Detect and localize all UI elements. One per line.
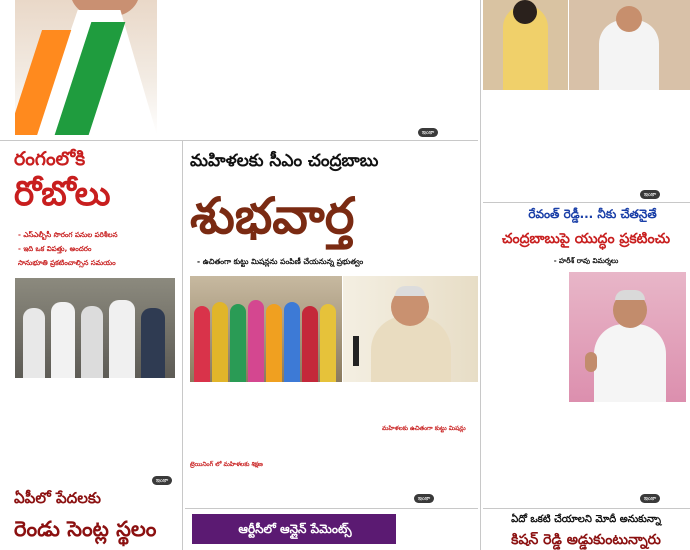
read-more-button[interactable]: ఇంకా: [640, 190, 660, 199]
revanth-deck: - హరీశ్ రావు విమర్శలు: [553, 257, 619, 265]
chief-minister-photo: [343, 276, 478, 382]
main-article-col3b: [382, 434, 478, 492]
harish-rao-photo: [569, 272, 686, 402]
main-inset-1: ట్రెయినింగ్ లో మహిళలకు శిక్షణ: [190, 461, 263, 468]
tunnel-visit-photo: [15, 278, 175, 378]
politician-photo-top-left: [15, 0, 157, 135]
top-left-article-body: [150, 0, 230, 122]
right-article-body-2: [570, 92, 685, 192]
read-more-button[interactable]: ఇంకా: [418, 128, 438, 137]
main-kicker: మహిళలకు సీఎం చంద్రబాబు: [190, 151, 379, 171]
robots-sub1: - ఎస్ఎల్బీసీ సొరంగ పనుల పరిశీలన: [18, 231, 118, 239]
robots-sub3: సానుభూతి ప్రకటించాల్సిన సమయం: [18, 259, 116, 267]
read-more-button[interactable]: ఇంకా: [414, 494, 434, 503]
main-article-col2: [290, 384, 378, 502]
robots-headline: రోబోలు: [14, 174, 111, 214]
ap-poor-headline: రెండు సెంట్ల స్థలం: [14, 517, 157, 541]
main-article-col1: [190, 384, 285, 459]
top-center-article-body: [326, 0, 478, 130]
modi-kicker: ఏదో ఒకటి చేయాలని మోదీ అనుకున్నా: [511, 514, 661, 525]
main-article-col3: [382, 384, 478, 420]
main-deck: - ఉచితంగా కుట్టు మిషన్లను పంపిణీ చేయనున్న ప్రభుత్వం: [197, 257, 364, 266]
main-inset-2: మహిళలకు ఉచితంగా కుట్టు మిషన్లు: [382, 425, 466, 432]
rtc-headline: ఆర్టీసీలో ఆన్లైన్ పేమెంట్స్: [238, 522, 352, 536]
modi-headline: కిషన్ రెడ్డి అడ్డుకుంటున్నారు: [511, 532, 661, 548]
revanth-article-col1: [484, 272, 566, 402]
revanth-article-col1b: [484, 404, 566, 496]
ap-poor-kicker: ఏపీలో పేదలకు: [14, 489, 101, 507]
robots-kicker: రంగంలోకి: [14, 148, 86, 170]
right-article-body-1: [483, 92, 568, 200]
leader-photo-top-far-right: [569, 0, 690, 90]
robots-article-col1: [15, 380, 95, 492]
women-group-photo: [190, 276, 342, 382]
revanth-kicker: రేవంత్ రెడ్డీ... నీకు చేతనైతే: [528, 207, 657, 221]
revanth-article-col2: [569, 404, 686, 496]
top-mid-article-body: [234, 0, 322, 122]
main-headline: శుభవార్త: [190, 187, 355, 245]
read-more-button[interactable]: ఇంకా: [640, 494, 660, 503]
revanth-headline: చంద్రబాబుపై యుద్ధం ప్రకటించు: [501, 231, 671, 247]
read-more-button[interactable]: ఇంకా: [152, 476, 172, 485]
main-article-col1b: [190, 470, 285, 508]
robots-sub2: - ఇది ఒక విపత్తు, అందరం: [18, 245, 92, 253]
leaders-photo-top-right: [483, 0, 568, 90]
